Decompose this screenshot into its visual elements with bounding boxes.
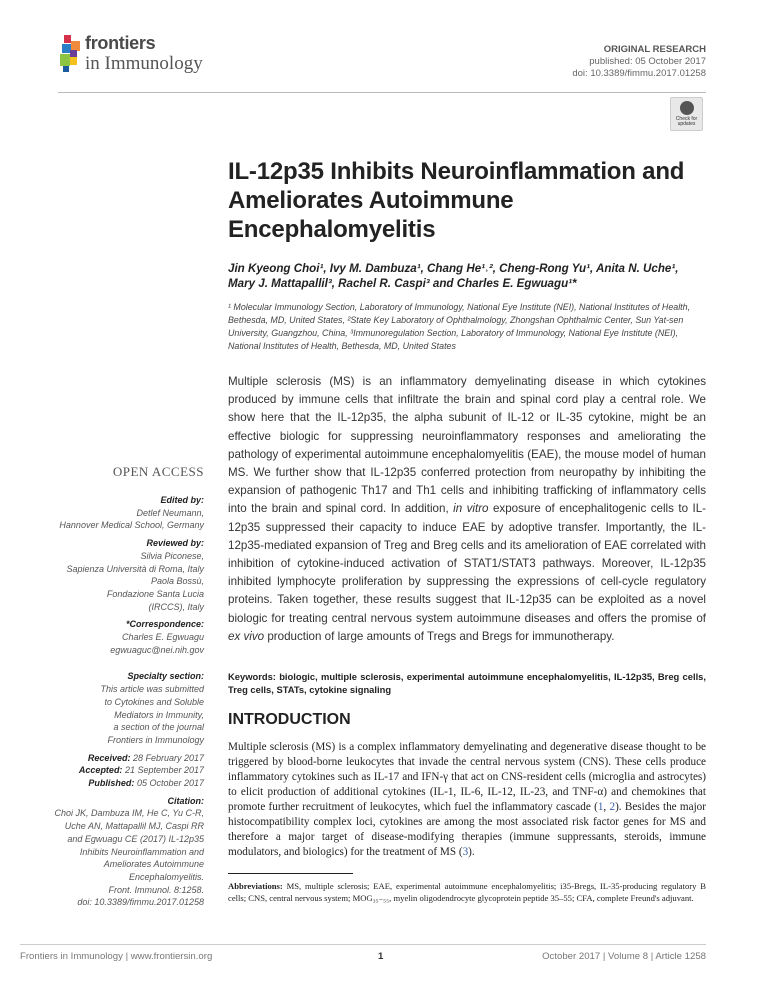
citation-line: Choi JK, Dambuza IM, He C, Yu C-R,: [54, 808, 204, 819]
introduction-heading: INTRODUCTION: [228, 711, 351, 728]
correspondence-email[interactable]: egwuaguc@nei.nih.gov: [110, 644, 204, 655]
citation-line: Inhibits Neuroinflammation and: [79, 846, 204, 857]
reviewer-line: Fondazione Santa Lucia: [106, 588, 204, 599]
intro-text: ).: [468, 846, 475, 858]
reviewer-line: Sapienza Università di Roma, Italy: [66, 563, 204, 574]
specialty-line: to Cytokines and Soluble: [104, 696, 204, 707]
editor-affiliation: Hannover Medical School, Germany: [59, 520, 204, 531]
affiliations: ¹ Molecular Immunology Section, Laboratory of Immunology, National Eye Institute (NEI), National Institutes of Health, Bethesda, MD, United States, ²State Key Laboratory of Ophthalmology, Zhongshan Ophthalmic Center, Sun Yat-sen University, Guangzhou, China, ³Immunoregulation Section, Laboratory of Immunology, National Eye Institute (NEI), National Institutes of Health, Bethesda, MD, United States: [228, 302, 691, 351]
footnote-text: MS, multiple sclerosis; EAE, experimental autoimmune encephalomyelitis; i35-Bregs, IL-35-producing regulatory B cells; CNS, central nervous system; MOG₃₅₋₅₅, myelin oligodendrocyte glycoprotein peptide 35–55; CFA, complete Freund's adjuvant.: [228, 881, 706, 903]
introduction-text: [228, 740, 706, 860]
specialty-line: a section of the journal: [113, 722, 204, 733]
abstract-text: Multiple sclerosis (MS) is an inflammatory demyelinating disease in which cytokines produced by immune cells that infiltrate the brain and spinal cord play a central role. We show here that the IL-12p35, the alpha subunit of IL-12 or IL-35 cytokine, might be an effective biologic for suppressing neuroinflammatory responses and ameliorating the pathology of experimental autoimmune encephalomyelitis (EAE), the mouse model of human MS. We further show that IL-12p35 conferred protection from neuropathy by inhibiting the expansion of pathogenic Th17 and Th1 cells and inhibiting trafficking of inflammatory cells into the brain and spinal cord. In addition,: [228, 375, 706, 516]
journal-name: frontiers: [85, 33, 156, 53]
header-divider: [58, 92, 706, 93]
footer-divider: [20, 944, 706, 945]
accepted-value: 21 September 2017: [122, 765, 204, 776]
article-sidebar: [20, 494, 204, 909]
correspondence-name: Charles E. Egwuagu: [121, 632, 204, 643]
intro-text: Multiple sclerosis (MS) is a complex inflammatory demyelinating and degenerative disease thought to be triggered by blood-borne leukocytes that invade the central nervous system (CNS). These cells produce inflammatory cytokines such as IL-17 and IFN-γ that act on CNS-resident cells (microglia and astrocytes) to elicit production of additional cytokines (IL-1, IL-6, IL-12, IL-23, and TNF-α) and chemokines that promote further recruitment of leukocytes, which fuel the inflammatory cascade (: [228, 741, 706, 813]
article-title: IL-12p35 Inhibits Neuroinflammation and Ameliorates Autoimmune Encephalomyelitis: [228, 158, 685, 243]
article-type: ORIGINAL RESEARCH: [603, 44, 706, 55]
abstract-italic: ex vivo: [228, 629, 265, 643]
footnote-label: Abbreviations:: [228, 881, 283, 891]
reference-link[interactable]: 2: [609, 801, 616, 813]
badge-label: Check for updates: [675, 116, 698, 127]
correspondence-heading: *Correspondence:: [125, 619, 204, 630]
journal-logo[interactable]: [58, 33, 218, 83]
abbreviations-footnote: [228, 880, 706, 904]
intro-text: ). Besides the major histocompatibility complex loci, cytokines are among the most associated risk factor genes for MS and therefore a major target of disease-modifying therapies (immune suppressants, steroids, immune modulators, and biologics) for the treatment of MS (: [228, 801, 706, 858]
reference-link[interactable]: 3: [462, 846, 469, 858]
reviewed-by-heading: Reviewed by:: [146, 538, 204, 549]
intro-text: ,: [603, 801, 610, 813]
edited-by-heading: Edited by:: [160, 495, 204, 505]
published-date-side: [20, 777, 204, 790]
abstract: [228, 373, 706, 646]
specialty-line: Mediators in Immunity,: [114, 709, 204, 720]
citation-heading: Citation:: [167, 795, 204, 806]
received-date: [20, 752, 204, 765]
accepted-label: Accepted:: [78, 765, 123, 776]
received-value: 28 February 2017: [130, 752, 204, 763]
abstract-italic: in vitro: [453, 502, 489, 516]
reference-link[interactable]: 1: [597, 801, 604, 813]
citation-line: Front. Immunol. 8:1258.: [108, 884, 204, 895]
citation-line: Uche AN, Mattapallil MJ, Caspi RR: [64, 821, 204, 832]
open-access-label: OPEN ACCESS: [112, 464, 204, 479]
journal-subtitle: in Immunology: [85, 53, 203, 74]
published-date: published: 05 October 2017: [589, 56, 706, 67]
published-value: 05 October 2017: [134, 778, 204, 789]
reviewer-line: Paola Bossù,: [150, 576, 204, 587]
reviewer-line: (IRCCS), Italy: [148, 601, 204, 612]
citation-line: Ameliorates Autoimmune: [103, 859, 204, 870]
article-header-info: [572, 44, 706, 80]
bookmark-icon: [680, 101, 694, 115]
footer-issue: October 2017 | Volume 8 | Article 1258: [542, 951, 706, 962]
specialty-line: This article was submitted: [100, 684, 204, 695]
footnote-divider: [228, 873, 353, 874]
specialty-line: Frontiers in Immunology: [107, 734, 204, 745]
footer-journal[interactable]: Frontiers in Immunology | www.frontiersin.org: [20, 951, 213, 962]
citation-line: and Egwuagu CE (2017) IL-12p35: [67, 833, 204, 844]
abstract-text: exposure of encephalitogenic cells to IL-12p35 suppressed their capacity to induce EAE by adoptive transfer. Importantly, the IL-12p35-mediated expansion of Treg and Breg cells and its amelioration of EAE correlated with inhibition of cytokine-induced activation of STAT1/STAT3 pathways. Moreover, IL-12p35 inhibited lymphocyte proliferation by suppressing the expressions of cell-cycle regulatory proteins. Taken together, these results suggest that IL-12p35 can be exploited as a novel biologic for treating central nervous system autoimmune diseases and offers the promise of: [228, 502, 706, 625]
accepted-date: [20, 764, 204, 777]
frontiers-logo-icon: [58, 35, 84, 75]
doi[interactable]: doi: 10.3389/fimmu.2017.01258: [572, 68, 706, 79]
published-label: Published:: [88, 778, 135, 789]
check-for-updates-button[interactable]: [670, 97, 703, 131]
editor-name: Detlef Neumann,: [136, 507, 204, 518]
abstract-text: production of large amounts of Tregs and Bregs for immunotherapy.: [264, 629, 615, 643]
citation-doi[interactable]: doi: 10.3389/fimmu.2017.01258: [77, 897, 204, 908]
page-number: 1: [378, 951, 384, 962]
keywords: Keywords: biologic, multiple sclerosis, experimental autoimmune encephalomyelitis, IL-12p35, Breg cells, Treg cells, STATs, cytokine signaling: [228, 671, 706, 695]
citation-line: Encephalomyelitis.: [128, 871, 204, 882]
specialty-section-heading: Specialty section:: [127, 671, 204, 682]
received-label: Received:: [87, 752, 131, 763]
author-list: Jin Kyeong Choi¹, Ivy M. Dambuza¹, Chang He¹˒², Cheng-Rong Yu¹, Anita N. Uche¹, Mary J. Mattapallil³, Rachel R. Caspi³ and Charles E. Egwuagu¹*: [228, 262, 679, 290]
reviewer-line: Silvia Piconese,: [140, 550, 204, 561]
